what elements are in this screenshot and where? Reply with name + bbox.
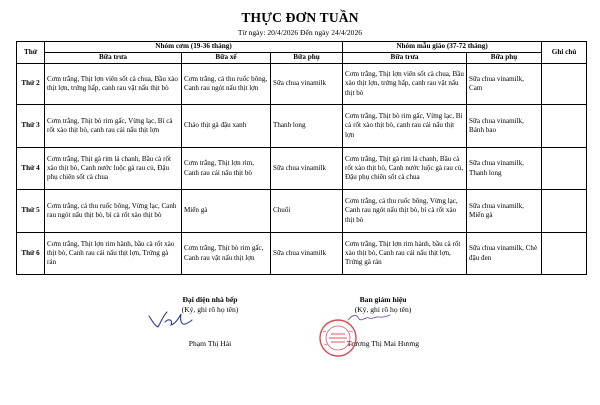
g1-lunch-cell: Cơm trắng, Thịt lợn viên sốt cà chua, Bầu xào thịt lợn, trứng hấp, canh rau vặt nấu thịt bò [45, 64, 182, 105]
principal-role: Ban giám hiệu [359, 295, 407, 304]
g1-nap-cell: Miến gà [182, 190, 271, 233]
header-g1-snack: Bữa phụ [271, 53, 343, 64]
notes-cell [542, 105, 587, 148]
header-g1-lunch: Bữa trưa [45, 53, 182, 64]
header-group-1: Nhóm cơm (19-36 tháng) [45, 42, 343, 53]
header-day: Thứ [17, 42, 45, 64]
g1-snack-cell: Sữa chua vinamilk [271, 64, 343, 105]
g1-nap-cell: Cơm trắng, Thịt bò rim gấc, Canh rau vặt nấu thịt lợn [182, 233, 271, 275]
principal-handwritten-signature [345, 310, 393, 326]
notes-cell [542, 233, 587, 275]
day-cell: Thứ 6 [17, 233, 45, 275]
date-range: Từ ngày: 20/4/2026 Đến ngày 24/4/2026 [237, 28, 363, 37]
table-subheader-row [17, 53, 587, 64]
day-cell: Thứ 2 [17, 64, 45, 105]
g2-snack-cell: Sữa chua vinamilk, Cam [467, 64, 542, 105]
g2-lunch-cell: Cơm trắng, cá thu ruốc bông, Vừng lạc, Canh rau ngót nấu thịt bò, bí cà rốt xào thịt bò [343, 190, 467, 233]
g2-lunch-cell: Cơm trắng, Thịt bò rim gấc, Vừng lạc, Bí cà rốt xào thịt bò, canh rau cải nấu thịt lợn [343, 105, 467, 148]
day-cell: Thứ 3 [17, 105, 45, 148]
principal-signer-name: Trương Thị Mai Hương [346, 339, 420, 348]
g2-lunch-cell: Cơm trắng, Thịt lợn viên sốt cà chua, Bầu xào thịt lợn, trứng hấp, canh rau vặt nấu thịt bò [343, 64, 467, 105]
g2-snack-cell: Sữa chua vinamilk, Thanh long [467, 148, 542, 190]
notes-cell [542, 148, 587, 190]
header-g2-lunch: Bữa trưa [343, 53, 467, 64]
header-g1-nap: Bữa xế [182, 53, 271, 64]
table-row [17, 190, 587, 233]
kitchen-handwritten-signature [145, 308, 195, 330]
table-row [17, 233, 587, 275]
kitchen-signer-name: Phạm Thị Hải [188, 339, 232, 348]
g1-lunch-cell: Cơm trắng, Thịt bò rim gấc, Vừng lạc, Bí cà rốt xào thịt bò, canh rau cải nấu thịt lợn [45, 105, 182, 148]
kitchen-signature-block [110, 295, 310, 348]
header-g2-snack: Bữa phụ [467, 53, 542, 64]
g1-lunch-cell: Cơm trắng, Thịt lợn rim hành, bầu cà rốt xào thịt bò, Canh rau cải nấu thịt lợn, Trứng gà rán [45, 233, 182, 275]
header-notes: Ghi chú [542, 42, 587, 64]
table-row [17, 105, 587, 148]
g1-snack-cell: Chuối [271, 190, 343, 233]
g2-snack-cell: Sữa chua vinamilk, Chè đậu đen [467, 233, 542, 275]
g1-nap-cell: Cơm trắng, Thịt lợn rim, Canh rau cải nấu thịt bò [182, 148, 271, 190]
day-cell: Thứ 5 [17, 190, 45, 233]
g1-snack-cell: Sữa chua vinamilk [271, 148, 343, 190]
g1-lunch-cell: Cơm trắng, cá thu ruốc bông, Vừng lạc, Canh rau ngót nấu thịt bò, bí cà rốt xào thịt bò [45, 190, 182, 233]
menu-title: THỰC ĐƠN TUẦN [241, 10, 359, 25]
header-group-2: Nhóm mẫu giáo (37-72 tháng) [343, 42, 542, 53]
table-row [17, 64, 587, 105]
principal-sign-note: (Ký, ghi rõ họ tên) [354, 305, 412, 314]
day-cell: Thứ 4 [17, 148, 45, 190]
table-row [17, 148, 587, 190]
kitchen-sign-note: (Ký, ghi rõ họ tên) [181, 305, 239, 314]
g1-snack-cell: Thanh long [271, 105, 343, 148]
g1-lunch-cell: Cơm trắng, Thịt gà rim lá chanh, Bầu cà rốt xào thịt bò, Canh nước luộc gà rau củ, Đậu phụ chiên sốt cà chua [45, 148, 182, 190]
g2-snack-cell: Sữa chua vinamilk, Bánh bao [467, 105, 542, 148]
g1-nap-cell: Cháo thịt gà đậu xanh [182, 105, 271, 148]
notes-cell [542, 64, 587, 105]
g2-lunch-cell: Cơm trắng, Thịt gà rim lá chanh, Bầu cà rốt xào thịt bò, Canh nước luộc gà rau củ, Đậu phụ chiên sốt cà chua [343, 148, 467, 190]
table-header-row [17, 42, 587, 53]
g1-nap-cell: Cơm trắng, cá thu ruốc bông, Canh rau ngót nấu thịt lợn [182, 64, 271, 105]
notes-cell [542, 190, 587, 233]
g2-snack-cell: Sữa chua vinamilk, Miến gà [467, 190, 542, 233]
weekly-menu-table [16, 41, 587, 275]
g1-snack-cell: Sữa chua vinamilk [271, 233, 343, 275]
kitchen-role: Đại diện nhà bếp [182, 295, 238, 304]
g2-lunch-cell: Cơm trắng, Thịt lợn rim hành, bầu cà rốt xào thịt bò, Canh rau cải nấu thịt lợn, Trứng gà rán [343, 233, 467, 275]
